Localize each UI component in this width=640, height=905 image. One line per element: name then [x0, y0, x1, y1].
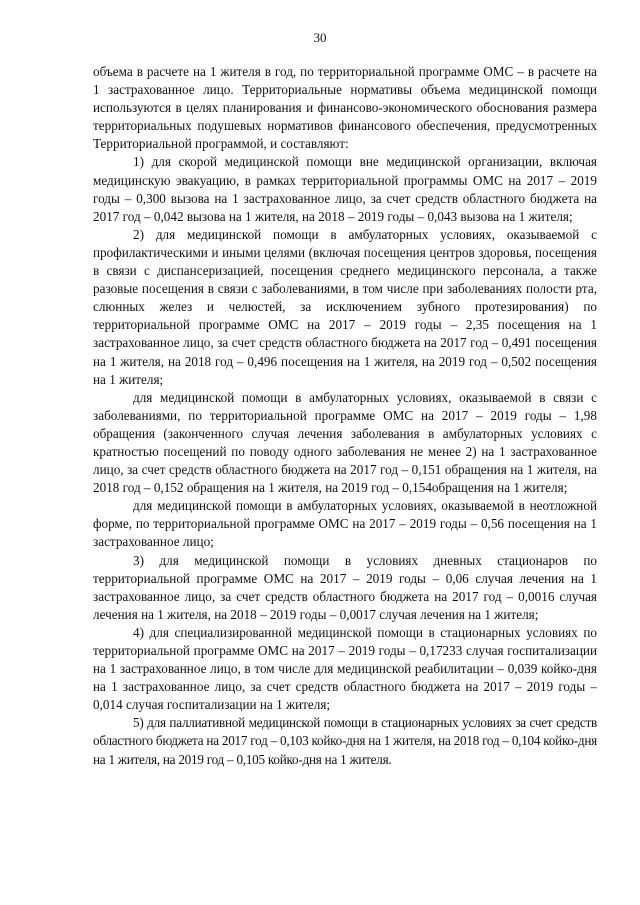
paragraph-item-4: 4) для специализированной медицинской помощи в стационарных условиях по территориальной программе ОМС на 2017 – 2019 годы – 0,17233 случая госпитализации на 1 застрахованное лицо, в том числе для медицинской реабилитации – 0,039 койко-дня на 1 застрахованное лицо, за счет средств областного бюджета на 2017 – 2019 годы – 0,014 случая госпитализации на 1 жителя;: [93, 624, 597, 713]
document-body: [93, 63, 597, 769]
paragraph-item-2-diseases: для медицинской помощи в амбулаторных условиях, оказываемой в связи с заболеваниями, по территориальной программе ОМС на 2017 – 2019 годы – 1,98 обращения (законченного случая лечения заболевания в амбулаторных условиях с кратностью посещений по поводу одного заболевания не менее 2) на 1 застрахованное лицо, за счет средств областного бюджета на 2017 год – 0,151 обращения на 1 жителя, на 2018 год – 0,152 обращения на 1 жителя, на 2019 год – 0,154обращения на 1 жителя;: [93, 389, 597, 496]
paragraph-intro: объема в расчете на 1 жителя в год, по территориальной программе ОМС – в расчете на 1 застрахованное лицо. Территориальные нормативы объема медицинской помощи используются в целях планирования и финансово-экономического обоснования размера территориальных подушевых нормативов финансового обеспечения, предусмотренных Территориальной программой, и составляют:: [93, 64, 597, 152]
paragraph-item-3: 3) для медицинской помощи в условиях дневных стационаров по территориальной программе ОМС на 2017 – 2019 годы – 0,06 случая лечения на 1 застрахованное лицо, за счет средств областного бюджета на 2017 год – 0,0016 случая лечения на 1 жителя, на 2018 – 2019 годы – 0,0017 случая лечения на 1 жителя;: [93, 552, 597, 622]
paragraph-item-5: 5) для паллиативной медицинской помощи в стационарных условиях за счет средств областного бюджета на 2017 год – 0,103 койко-дня на 1 жителя, на 2018 год – 0,104 койко-дня на 1 жителя, на 2019 год – 0,105 койко-дня на 1 жителя.: [93, 715, 597, 767]
paragraph-item-2-urgent: для медицинской помощи в амбулаторных условиях, оказываемой в неотложной форме, по территориальной программе ОМС на 2017 – 2019 годы – 0,56 посещения на 1 застрахованное лицо;: [93, 498, 597, 550]
paragraph-item-1: 1) для скорой медицинской помощи вне медицинской организации, включая медицинскую эвакуацию, в рамках территориальной программы ОМС на 2017 – 2019 годы – 0,300 вызова на 1 застрахованное лицо, за счет средств областного бюджета на 2017 год – 0,042 вызова на 1 жителя, на 2018 – 2019 годы – 0,043 вызова на 1 жителя;: [93, 154, 597, 224]
page-number: 30: [313, 30, 327, 45]
paragraph-item-2: 2) для медицинской помощи в амбулаторных условиях, оказываемой с профилактическими и иными целями (включая посещения центров здоровья, посещения в связи с диспансеризацией, посещения среднего медицинского персонала, а также разовые посещения в связи с заболеваниями, в том числе при заболеваниях полости рта, слюнных желез и челюстей, за исключением зубного протезирования) по территориальной программе ОМС на 2017 – 2019 годы – 2,35 посещения на 1 застрахованное лицо, за счет средств областного бюджета на 2017 год – 0,491 посещения на 1 жителя, на 2018 год – 0,496 посещения на 1 жителя, на 2019 год – 0,502 посещения на 1 жителя;: [93, 226, 597, 387]
